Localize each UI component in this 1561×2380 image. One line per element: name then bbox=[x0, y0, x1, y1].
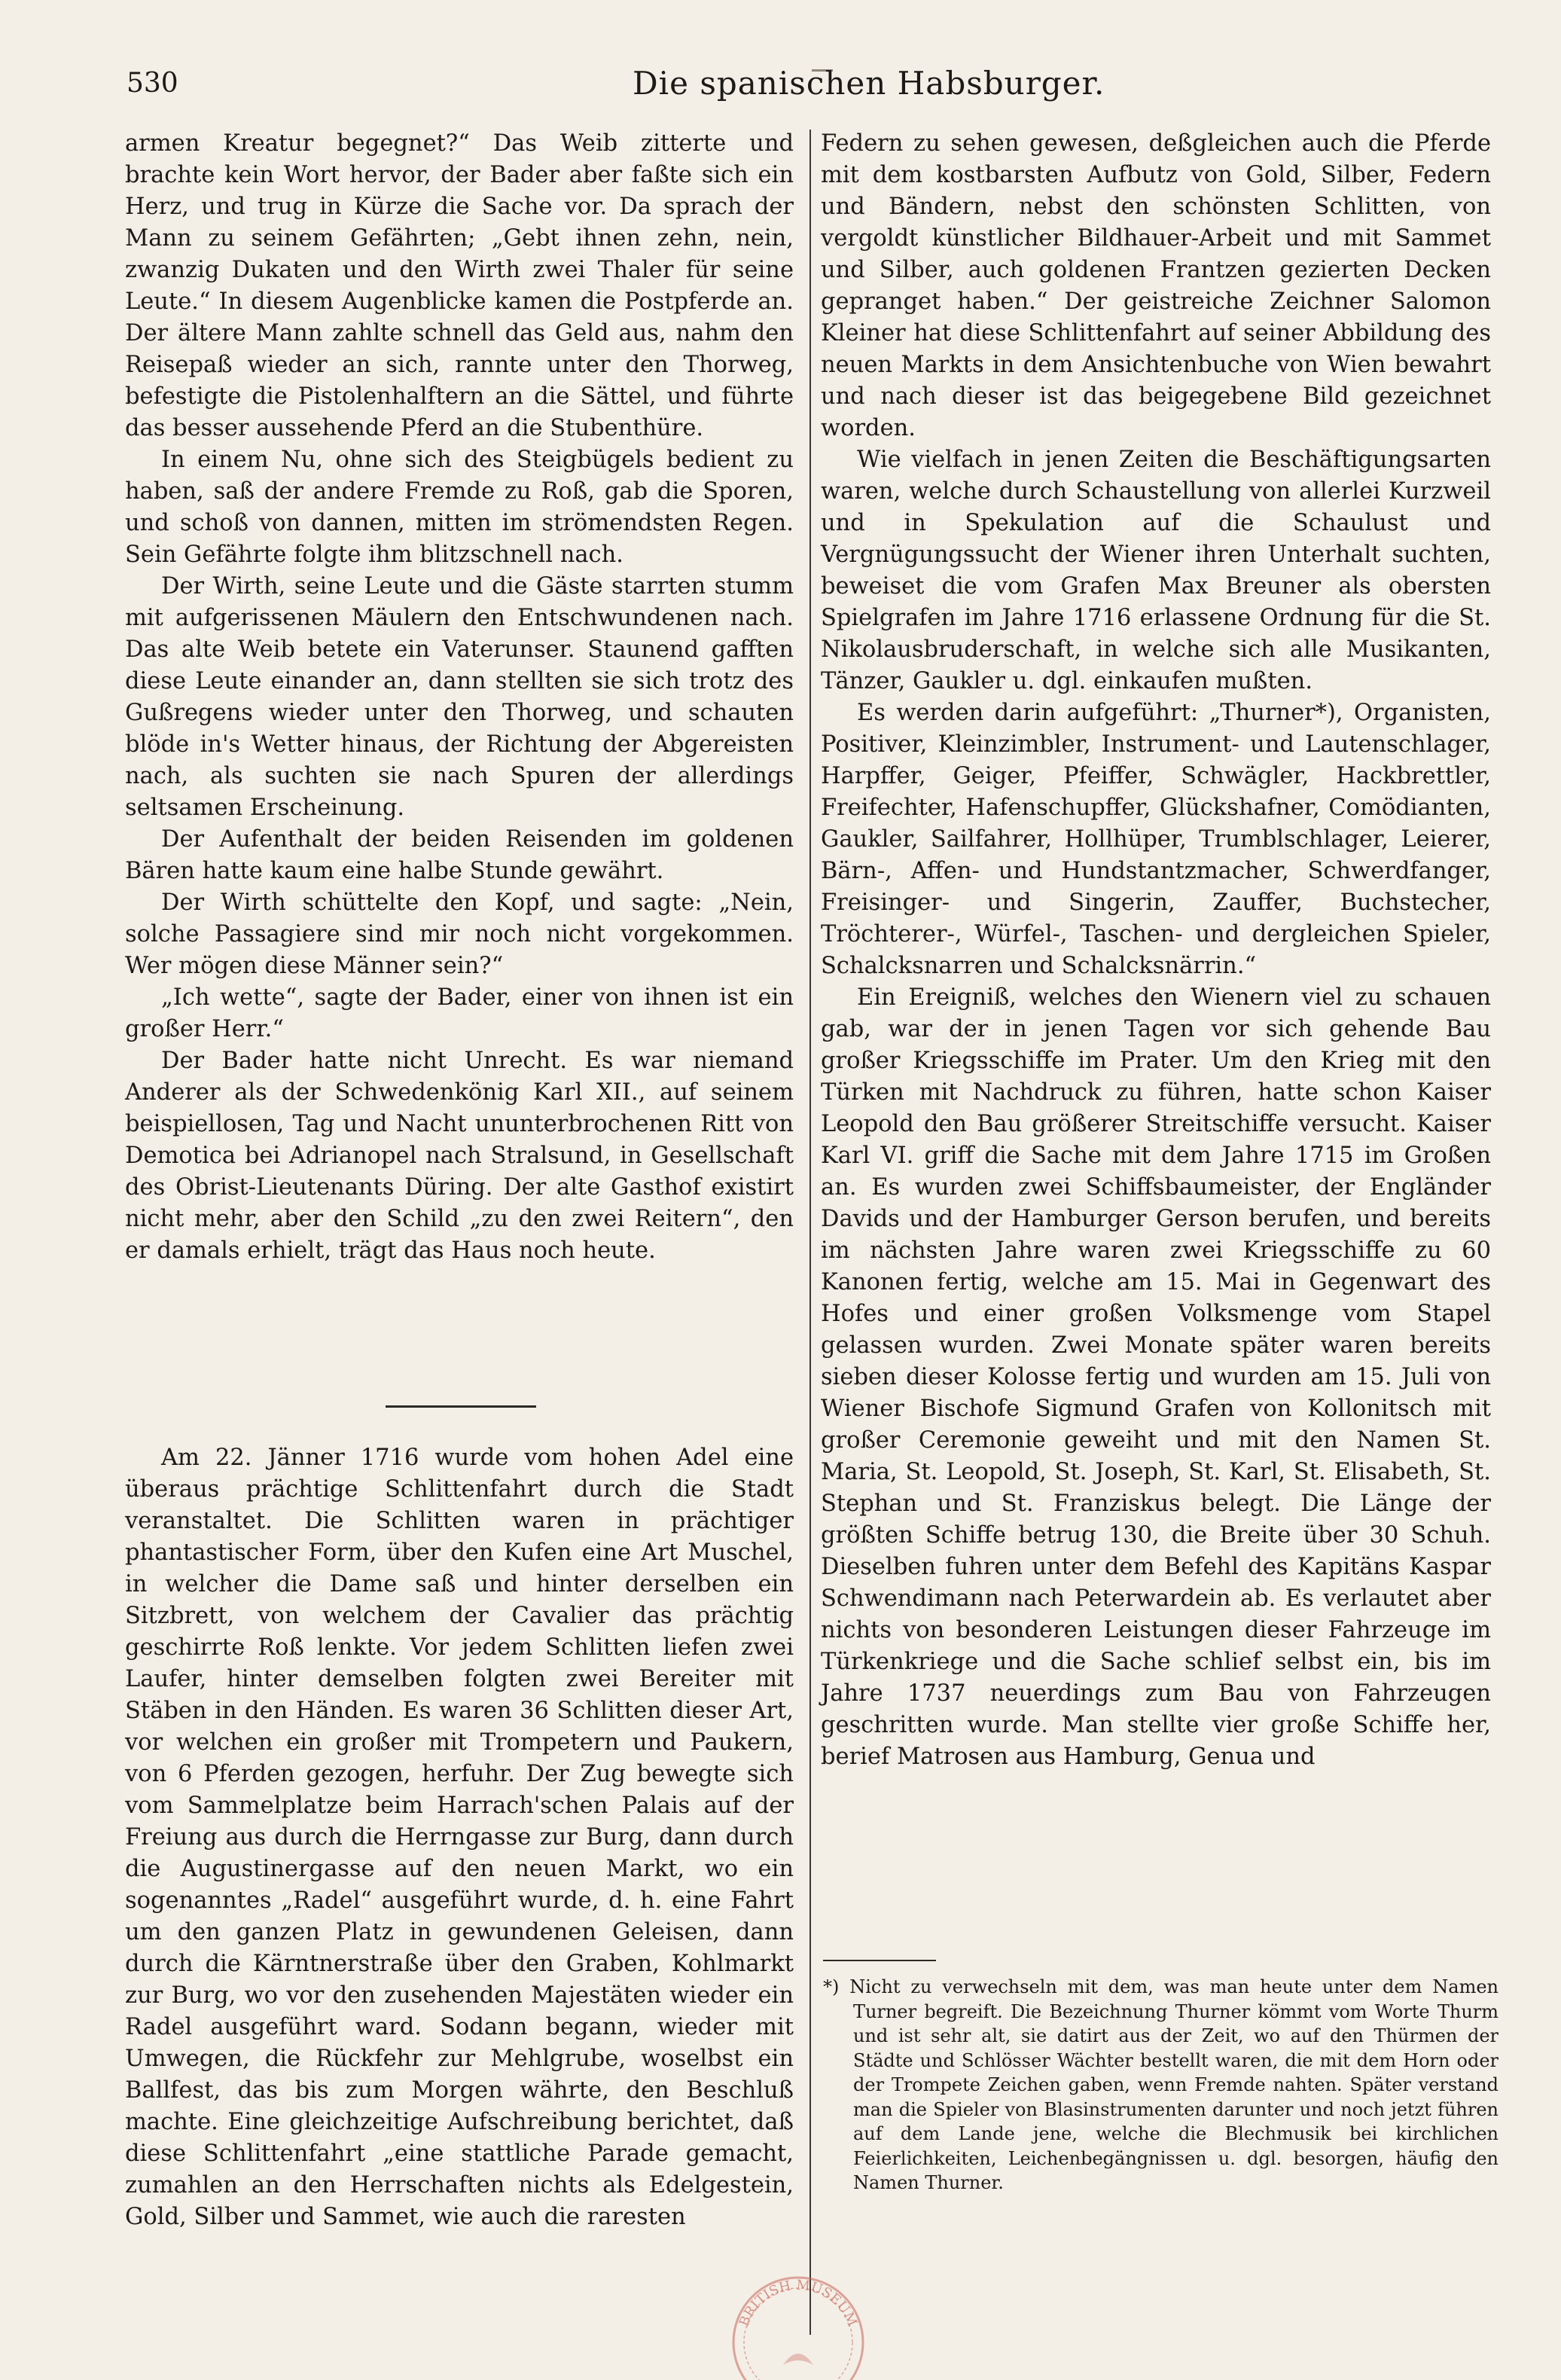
page-header bbox=[120, 65, 1446, 110]
paragraph: armen Kreatur begegnet?“ Das Weib zitterte und brachte kein Wort hervor, der Bader aber faßte sich ein Herz, und trug in Kürze die Sache vor. Da sprach der Mann zu seinem Gefährten; „Gebt ihnen zehn, nein, zwanzig Dukaten und den Wirth zwei Thaler für seine Leute.“ In diesem Augenblicke kamen die Postpferde an. Der ältere Mann zahlte schnell das Geld aus, nahm den Reisepaß wieder an sich, rannte unter den Thorweg, befestigte die Pistolenhalftern an die Sättel, und führte das besser aussehende Pferd an die Stubenthüre. bbox=[125, 130, 794, 441]
paragraph: In einem Nu, ohne sich des Steigbügels bedient zu haben, saß der andere Fremde zu Roß, gab die Sporen, und schoß von dannen, mitten im strömendsten Regen. Sein Gefährte folgte ihm blitzschnell nach. bbox=[125, 447, 794, 568]
footnote-rule bbox=[823, 1960, 936, 1961]
paragraph: „Ich wette“, sagte der Bader, einer von ihnen ist ein großer Herr.“ bbox=[125, 984, 794, 1042]
footnote-text: *) Nicht zu verwechseln mit dem, was man heute unter dem Namen Turner begreift. Die Bezeichnung Thurner kömmt vom Worte Thurm und ist sehr alt, sie datirt aus der Zeit, wo auf den Thürmen der Städte und Schlösser Wächter bestellt waren, die mit dem Horn oder der Trompete Zeichen gaben, wenn Fremde nahten. Später verstand man die Spieler von Blasinstrumenten darunter und noch jetzt führen auf dem Lande jene, welche die Blechmusik bei kirchlichen Feierlichkeiten, Leichenbegängnissen u. dgl. besorgen, häufig den Namen Thurner. bbox=[823, 1976, 1498, 2193]
library-stamp bbox=[723, 2252, 873, 2380]
paragraph: Ein Ereigniß, welches den Wienern viel zu schauen gab, war der in jenen Tagen vor sich gehende Bau großer Kriegsschiffe im Prater. Um den Krieg mit den Türken mit Nachdruck zu führen, hatte schon Kaiser Leopold den Bau größerer Streitschiffe versucht. Kaiser Karl VI. griff die Sache mit dem Jahre 1715 im Großen an. Es wurden zwei Schiffsbaumeister, der Engländer Davids und der Hamburger Gerson berufen, und bereits im nächsten Jahre waren zwei Kriegsschiffe zu 60 Kanonen fertig, welche am 15. Mai in Gegenwart des Hofes und einer großen Volksmenge vom Stapel gelassen wurden. Zwei Monate später waren bereits sieben dieser Kolosse fertig und wurden am 15. Juli von Wiener Bischofe Sigmund Grafen von Kollonitsch mit großer Ceremonie geweiht und mit den Namen St. Maria, St. Leopold, St. Joseph, St. Karl, St. Elisabeth, St. Stephan und St. Franziskus belegt. Die Länge der größten Schiffe betrug 130, die Breite über 30 Schuh. Dieselben fuhren unter dem Befehl des Kapitäns Kaspar Schwendimann nach Peterwardein ab. Es verlautet aber nichts von besonderen Leistungen dieser Fahrzeuge im Türkenkriege und die Sache schlief selbst ein, bis im Jahre 1737 neuerdings zum Bau von Fahrzeugen geschritten wurde. Man stellte vier große Schiffe her, berief Matrosen aus Hamburg, Genua und bbox=[821, 984, 1491, 1770]
footnote bbox=[823, 1975, 1498, 2195]
paragraph: Wie vielfach in jenen Zeiten die Beschäftigungsarten waren, welche durch Schaustellung von allerlei Kurzweil und in Spekulation auf die Schaulust und Vergnügungssucht der Wiener ihren Unterhalt suchten, beweiset die vom Grafen Max Breuner als obersten Spielgrafen im Jahre 1716 erlassene Ordnung für die St. Nikolausbruderschaft, in welche sich alle Musikanten, Tänzer, Gaukler u. dgl. einkaufen mußten. bbox=[821, 447, 1491, 694]
section-separator bbox=[386, 1405, 536, 1408]
left-column-bottom bbox=[125, 1442, 794, 2233]
paragraph: Der Bader hatte nicht Unrecht. Es war niemand Anderer als der Schwedenkönig Karl XII., auf seinem beispiellosen, Tag und Nacht ununterbrochenen Ritt von Demotica bei Adrianopel nach Stralsund, in Gesellschaft des Obrist-Lieutenants Düring. Der alte Gasthof existirt nicht mehr, aber den Schild „zu den zwei Reitern“, den er damals erhielt, trägt das Haus noch heute. bbox=[125, 1048, 794, 1264]
stamp-text: BRITISH MUSEUM bbox=[736, 2277, 861, 2330]
paragraph: Der Wirth, seine Leute und die Gäste starrten stumm mit aufgerissenen Mäulern den Entschwundenen nach. Das alte Weib betete ein Vaterunser. Staunend gafften diese Leute einander an, dann stellten sie sich trotz des Gußregens wieder unter den Thorweg, und schauten blöde in's Wetter hinaus, der Richtung der Abgereisten nach, als suchten sie nach Spuren der allerdings seltsamen Erscheinung. bbox=[125, 573, 794, 821]
paragraph: Der Aufenthalt der beiden Reisenden im goldenen Bären hatte kaum eine halbe Stunde gewährt. bbox=[125, 826, 794, 884]
paragraph: Es werden darin aufgeführt: „Thurner*), Organisten, Positiver, Kleinzimbler, Instrument- und Lautenschlager, Harpffer, Geiger, Pfeiffer, Schwägler, Hackbrettler, Freifechter, Hafenschupffer, Glückshafner, Comödianten, Gaukler, Sailfahrer, Hollhüper, Trumblschlager, Leierer, Bärn-, Affen- und Hundstantzmacher, Schwerdfanger, Freisinger- und Singerin, Zauffer, Buchstecher, Tröchterer-, Würfel-, Taschen- und dergleichen Spieler, Schalcksnarren und Schalcksnärrin.“ bbox=[821, 700, 1491, 979]
page-number: 530 bbox=[127, 68, 178, 99]
paragraph: Am 22. Jänner 1716 wurde vom hohen Adel eine überaus prächtige Schlittenfahrt durch die Stadt veranstaltet. Die Schlitten waren in prächtiger phantastischer Form, über den Kufen eine Art Muschel, in welcher die Dame saß und hinter derselben ein Sitzbrett, von welchem der Cavalier das prächtig geschirrte Roß lenkte. Vor jedem Schlitten liefen zwei Laufer, hinter demselben folgten zwei Bereiter mit Stäben in den Händen. Es waren 36 Schlitten dieser Art, vor welchen ein großer mit Trompetern und Paukern, von 6 Pferden gezogen, herfuhr. Der Zug bewegte sich vom Sammelplatze beim Harrach'schen Palais auf der Freiung aus durch die Herrngasse zur Burg, dann durch die Augustinergasse auf den neuen Markt, wo ein sogenanntes „Radel“ ausgeführt wurde, d. h. eine Fahrt um den ganzen Platz in gewundenen Geleisen, dann durch die Kärntnerstraße über den Graben, Kohlmarkt zur Burg, wo vor den zusehenden Majestäten wieder ein Radel ausgeführt ward. Sodann begann, wieder mit Umwegen, die Rückfehr zur Mehlgrube, woselbst ein Ballfest, das bis zum Morgen währte, den Beschluß machte. Eine gleichzeitige Aufschreibung berichtet, daß diese Schlittenfahrt „eine stattliche Parade gemacht, zumahlen an den Herrschaften nichts als Edelgestein, Gold, Silber und Sammet, wie auch die raresten bbox=[125, 1445, 794, 2230]
paragraph: Federn zu sehen gewesen, deßgleichen auch die Pferde mit dem kostbarsten Aufbutz von Gold, Silber, Federn und Bändern, nebst den schönsten Schlitten, von vergoldt künstlicher Bildhauer-Arbeit und mit Sammet und Silber, auch goldenen Frantzen gezierten Decken gepranget haben.“ Der geistreiche Zeichner Salomon Kleiner hat diese Schlittenfahrt auf seiner Abbildung des neuen Markts in dem Ansichtenbuche von Wien bewahrt und nach dieser ist das beigegebene Bild gezeichnet worden. bbox=[821, 130, 1491, 441]
paragraph: Der Wirth schüttelte den Kopf, und sagte: „Nein, solche Passagiere sind mir noch nicht vorgekommen. Wer mögen diese Männer sein?“ bbox=[125, 889, 794, 979]
running-title: Die spanischen Habsburger. bbox=[633, 65, 1105, 102]
left-column-top bbox=[125, 128, 794, 1267]
column-divider bbox=[809, 130, 811, 2335]
right-column bbox=[821, 128, 1491, 1773]
